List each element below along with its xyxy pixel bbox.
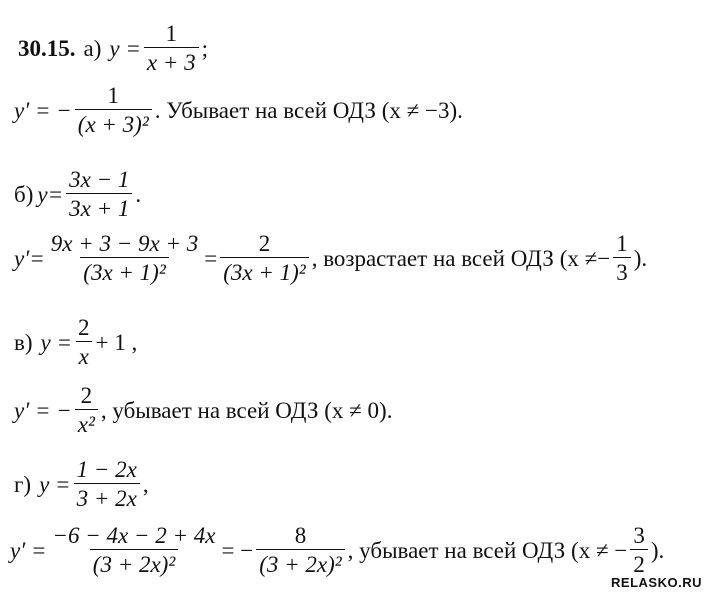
part-b-result-end: ). bbox=[633, 245, 648, 271]
part-g-eq: = − bbox=[221, 537, 254, 563]
part-v-deriv-fraction: $\frac{2}{\text{x²}}$ bbox=[75, 384, 98, 436]
part-b-eq: = bbox=[204, 245, 218, 271]
part-g-deriv-lhs: y′ = bbox=[10, 537, 47, 563]
part-a-function bbox=[18, 22, 208, 74]
part-g-label: г) bbox=[14, 471, 32, 497]
part-a-deriv-lhs: y′ = − bbox=[14, 97, 72, 123]
part-g-fraction: $\frac{1 - 2x}{3 + 2x}$ bbox=[74, 458, 140, 510]
part-g-result: , убывает на всей ОДЗ (x ≠ − bbox=[347, 537, 628, 563]
part-a-label: а) bbox=[83, 35, 102, 61]
part-v-function bbox=[14, 316, 137, 368]
part-a-deriv-fraction: $\frac{1}{\text{(x + 3)²}}$ bbox=[75, 84, 152, 136]
watermark: RELASKO.RU bbox=[611, 575, 702, 590]
part-b-deriv-lhs: y′= bbox=[14, 245, 45, 271]
part-v-fraction: $\frac{2}{x}$ bbox=[75, 316, 93, 368]
part-v-tail: + 1 , bbox=[95, 329, 138, 355]
part-b-deriv-fraction-2: $\frac{2}{\text{(3x + 1)²}}$ bbox=[220, 232, 308, 284]
part-v-derivative bbox=[14, 384, 392, 436]
part-g-result-end: ). bbox=[650, 537, 665, 563]
part-a-tail: ; bbox=[201, 35, 208, 61]
part-b-label: б) bbox=[14, 181, 34, 207]
part-b-result: , возрастает на всей ОДЗ (x ≠− bbox=[311, 245, 611, 271]
part-a-result: . Убывает на всей ОДЗ (x ≠ −3). bbox=[154, 97, 463, 123]
part-v-result: , убывает на всей ОДЗ (x ≠ 0). bbox=[100, 397, 393, 423]
part-b-deriv-fraction-1: $\frac{9x + 3 - 9x + 3}{\text{(3x + 1)²}}$ bbox=[50, 231, 199, 285]
part-g-deriv-fraction-1: $\frac{-6 - 4x - 2 + 4x}{\text{(3 + 2x)²}}$ bbox=[52, 523, 216, 577]
part-g-lhs: y = bbox=[39, 471, 71, 497]
part-a-fraction: $\frac{1}{x + 3}$ bbox=[144, 22, 199, 74]
part-b-fraction: $\frac{3x - 1}{3x + 1}$ bbox=[66, 168, 132, 220]
part-b-tail: . bbox=[135, 181, 142, 207]
part-a-derivative bbox=[14, 84, 463, 136]
part-g-condition-fraction: $\frac{3}{2}$ bbox=[630, 524, 648, 576]
part-v-lhs: y = bbox=[40, 329, 73, 355]
part-g-derivative bbox=[10, 524, 664, 576]
problem-number: 30.15. bbox=[18, 35, 76, 61]
part-b-derivative bbox=[14, 232, 647, 284]
part-g-deriv-fraction-2: $\frac{8}{\text{(3 + 2x)²}}$ bbox=[256, 524, 344, 576]
part-b-function bbox=[14, 168, 141, 220]
part-b-lhs: y= bbox=[37, 181, 64, 207]
part-a-lhs: y = bbox=[109, 35, 141, 61]
part-g-tail: , bbox=[142, 471, 149, 497]
part-v-label: в) bbox=[14, 329, 33, 355]
part-b-condition-fraction: $\frac{1}{3}$ bbox=[613, 232, 631, 284]
part-v-deriv-lhs: y′ = − bbox=[14, 397, 72, 423]
part-g-function bbox=[14, 458, 149, 510]
